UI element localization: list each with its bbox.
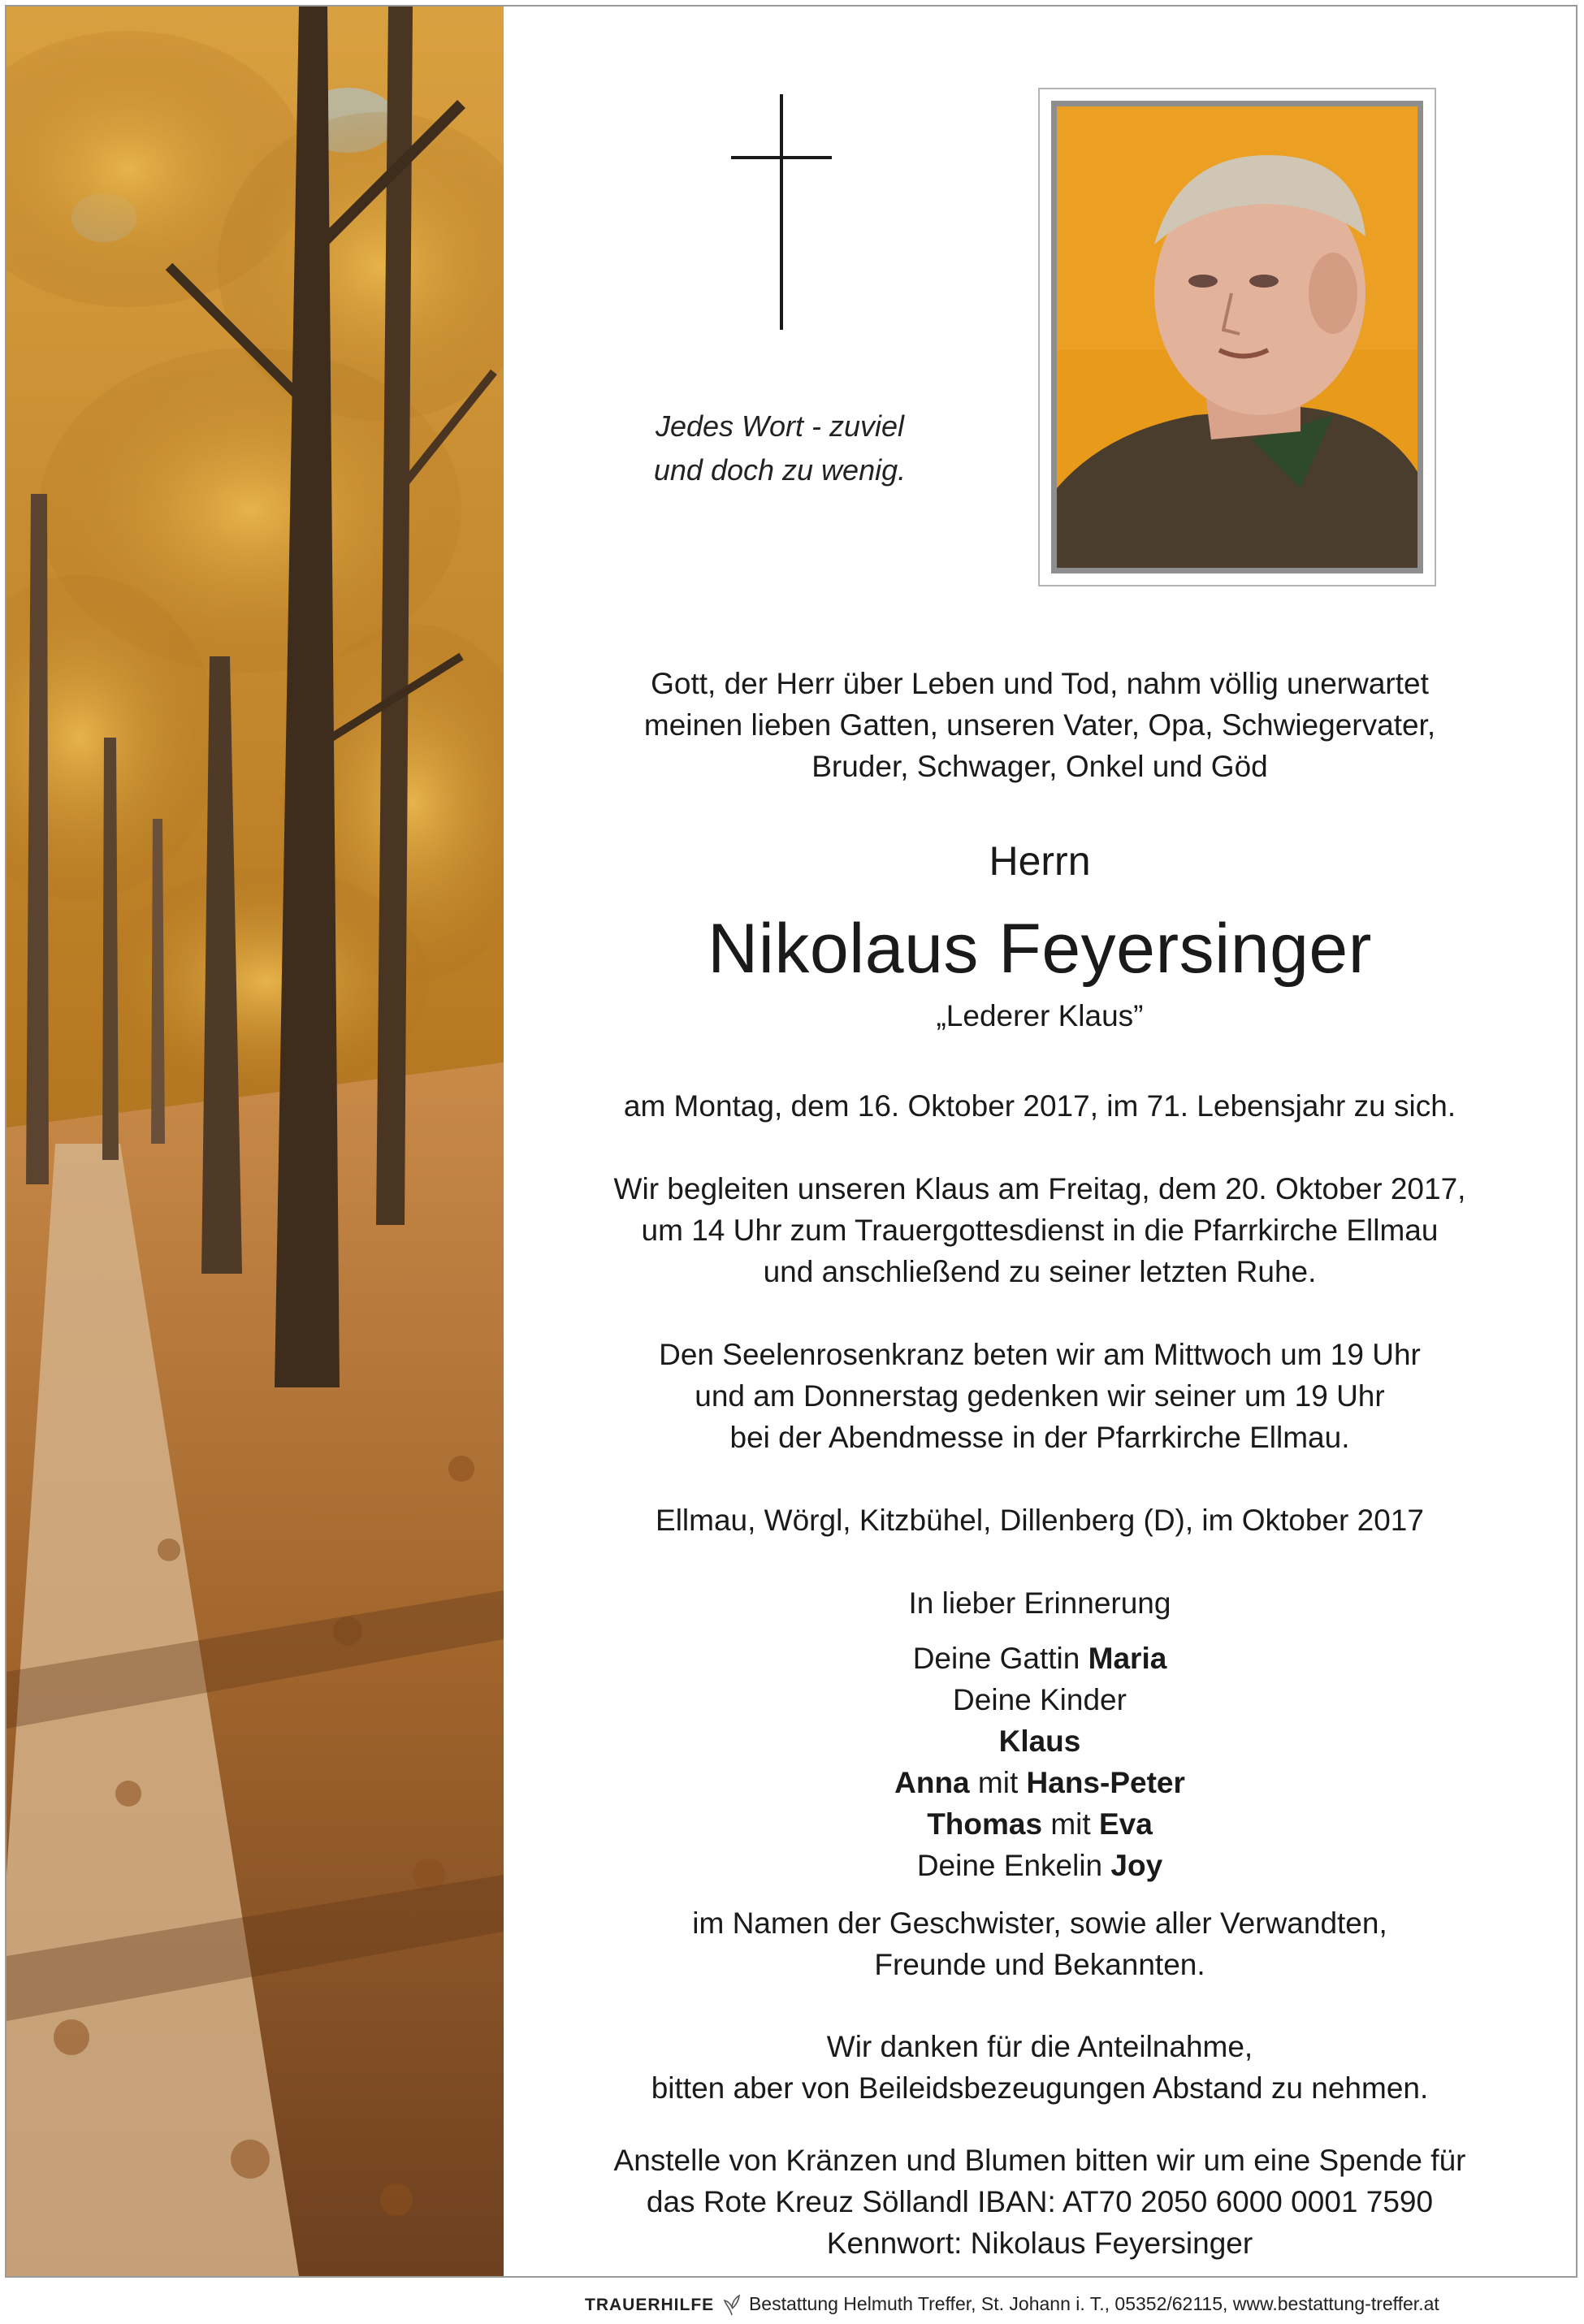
family-child-1: Klaus [998,1725,1081,1758]
thanks-line-2: bitten aber von Beileidsbezeugungen Abstand zu nehmen. [651,2071,1429,2105]
portrait-frame [1038,88,1436,586]
donation-line-3: Kennwort: Nikolaus Feyersinger [826,2227,1253,2260]
family-children-label: Deine Kinder [953,1683,1127,1716]
intro-line-2: meinen lieben Gatten, unseren Vater, Opa, Schwiegervater, [643,708,1436,742]
relatives-text [504,1902,1576,1985]
family-wife: Deine Gattin Maria [912,1642,1167,1675]
portrait-photo [1051,101,1423,573]
death-date: am Montag, dem 16. Oktober 2017, im 71. Lebensjahr zu sich. [623,1089,1456,1123]
rosary-line-3: bei der Abendmesse in der Pfarrkirche Ellmau. [729,1421,1350,1454]
thanks-text [504,2026,1576,2109]
intro-line-1: Gott, der Herr über Leben und Tod, nahm völlig unerwartet [651,667,1429,700]
funeral-line-1: Wir begleiten unseren Klaus am Freitag, dem 20. Oktober 2017, [613,1172,1466,1205]
rosary-line-1: Den Seelenrosenkranz beten wir am Mittwoch um 19 Uhr [659,1338,1421,1371]
intro-text [504,663,1576,787]
footer [585,2289,1576,2318]
relatives-line-2: Freunde und Bekannten. [874,1948,1205,1981]
wife-name: Maria [1088,1642,1167,1675]
flower-logo-icon [723,2294,741,2317]
funeral-line-2: um 14 Uhr zum Trauergottesdienst in die Pfarrkirche Ellmau [641,1214,1439,1247]
autumn-alley-photo [6,6,504,2276]
funeral-line-3: und anschließend zu seiner letzten Ruhe. [763,1255,1317,1288]
family-grandchild: Deine Enkelin Joy [916,1849,1163,1882]
relatives-line-1: im Namen der Geschwister, sowie aller Verwandten, [692,1906,1387,1940]
place-date: Ellmau, Wörgl, Kitzbühel, Dillenberg (D), im Oktober 2017 [656,1504,1424,1537]
footer-brand: TRAUERHILFE [585,2296,715,2314]
motto-line-2: und doch zu wenig. [653,453,907,487]
intro-line-3: Bruder, Schwager, Onkel und Göd [811,750,1268,783]
rosary-text [504,1334,1576,1458]
cross-icon [731,94,832,330]
donation-line-1: Anstelle von Kränzen und Blumen bitten wir um eine Spende für [613,2144,1466,2177]
memory-heading: In lieber Erinnerung [908,1586,1171,1620]
family-child-2: Anna mit Hans-Peter [894,1766,1185,1799]
donation-text [504,2140,1576,2264]
motto [609,405,950,492]
obituary-content [504,6,1576,2276]
family-list [504,1638,1576,1886]
motto-line-1: Jedes Wort - zuviel [655,409,905,443]
rosary-line-2: und am Donnerstag gedenken wir seiner um 19 Uhr [695,1379,1385,1413]
thanks-line-1: Wir danken für die Anteilnahme, [826,2030,1253,2063]
salutation: Herrn [989,838,1091,884]
footer-text: Bestattung Helmuth Treffer, St. Johann i. T., 05352/62115, www.bestattung-treffer.at [748,2293,1439,2314]
deceased-nickname: „Lederer Klaus” [936,999,1144,1032]
donation-line-2: das Rote Kreuz Söllandl IBAN: AT70 2050 6000 0001 7590 [646,2185,1434,2218]
funeral-text [504,1168,1576,1292]
deceased-name: Nikolaus Feyersinger [708,910,1372,988]
family-child-3: Thomas mit Eva [927,1807,1153,1841]
